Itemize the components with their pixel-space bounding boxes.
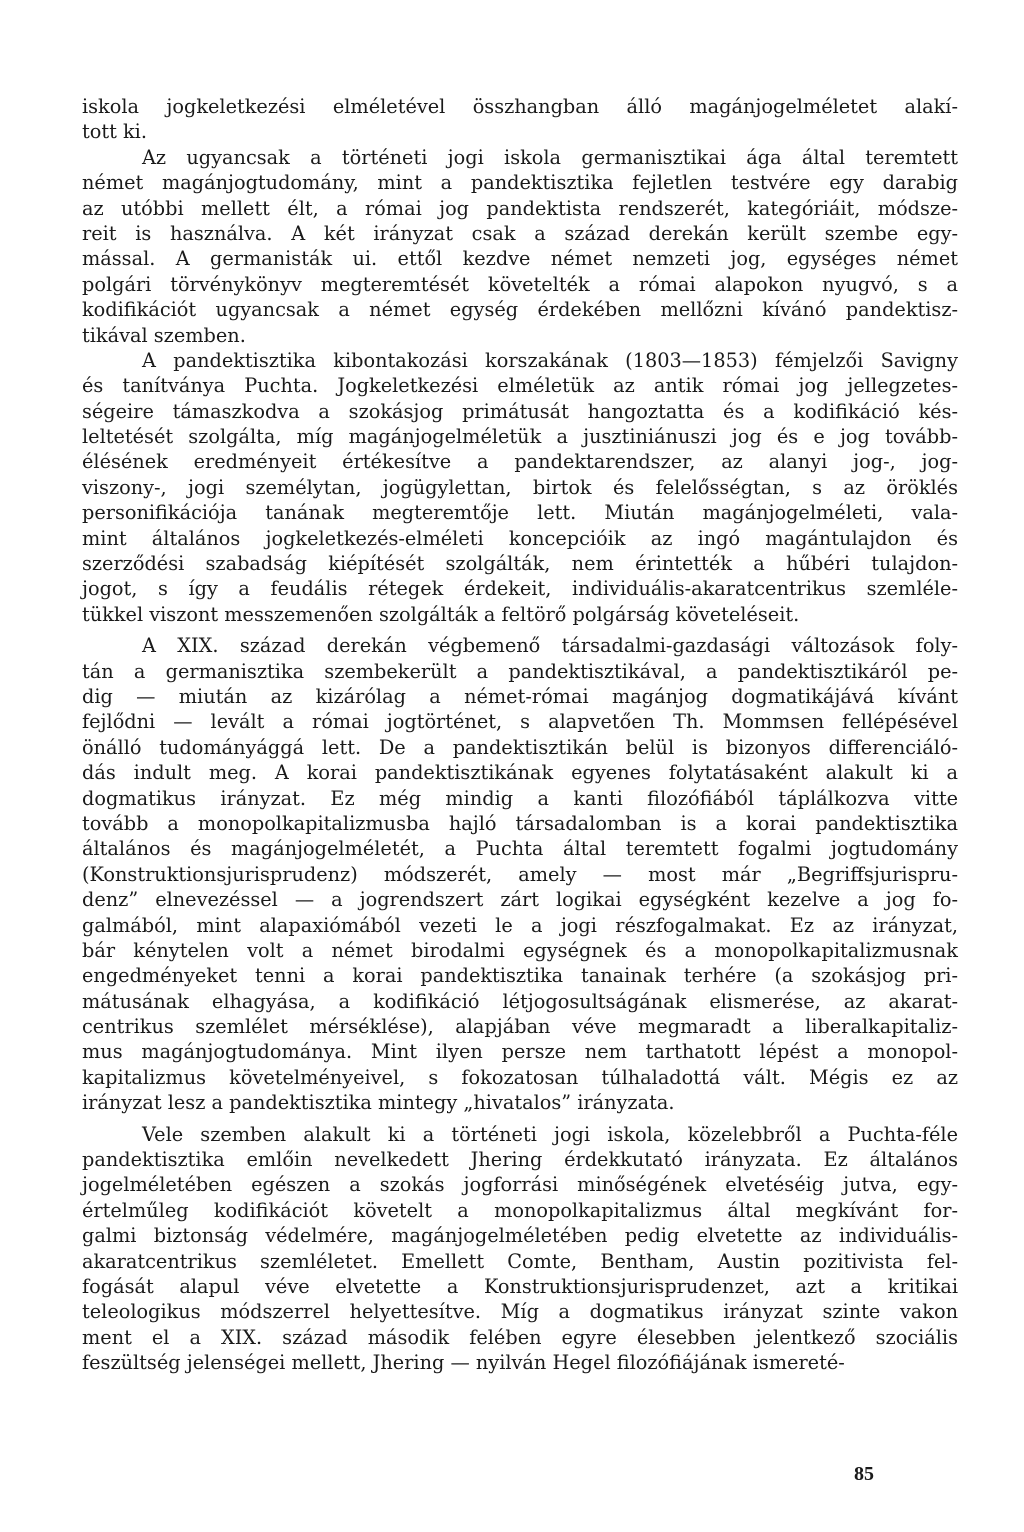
text-line: reit is használva. A két irányzat csak a század derekán került szembe egy- — [82, 221, 958, 245]
text-line: és tanítványa Puchta. Jogkeletkezési elméletük az antik római jog jellegzetes- — [82, 374, 958, 398]
text-line: élésének eredményeit értékesítve a pandektarendszer, az alanyi jog-, jog- — [82, 450, 958, 474]
text-line: A pandektisztika kibontakozási korszakának (1803—1853) fémjelzői Savigny — [142, 348, 958, 372]
text-line: fejlődni — levált a római jogtörténet, s alapvetően Th. Mommsen fellépésével — [82, 710, 958, 734]
text-line: centrikus szemlélet mérséklése), alapjában véve megmaradt a liberalkapitaliz- — [82, 1015, 958, 1039]
text-line: mással. A germanisták ui. ettől kezdve német nemzeti jog, egységes német — [82, 247, 958, 271]
text-line: értelműleg kodifikációt követelt a monopolkapitalizmus által megkívánt for- — [82, 1198, 958, 1222]
text-line: tükkel viszont messzemenően szolgálták a feltörő polgárság követeléseit. — [82, 602, 800, 626]
text-line: fogását alapul véve elvetette a Konstruktionsjurisprudenzet, azt a kritikai — [82, 1274, 958, 1298]
text-line: feszültség jelenségei mellett, Jhering — nyilván Hegel filozófiájának ismereté- — [82, 1351, 845, 1375]
text-line: viszony-, jogi személytan, jogügylettan, birtok és felelősségtan, s az öröklés — [82, 475, 958, 499]
text-line: denz” elnevezéssel — a jogrendszert zárt logikai egységként kezelve a jog fo- — [82, 888, 958, 912]
page-body — [82, 94, 958, 1376]
text-line: dás indult meg. A korai pandektisztikának egyenes folytatásaként alakult ki a — [82, 761, 958, 785]
text-line: jogelméletében egészen a szokás jogforrási minőségének elvetéséig jutva, egy- — [82, 1173, 958, 1197]
text-line: Az ugyancsak a történeti jogi iskola germanisztikai ága által teremtett — [142, 145, 958, 169]
text-line: Vele szemben alakult ki a történeti jogi iskola, közelebbről a Puchta-féle — [142, 1122, 958, 1146]
text-line: galmi biztonság védelmére, magánjogelméletében pedig elvetette az individuális- — [82, 1224, 958, 1248]
paragraph — [82, 94, 958, 145]
text-line: az utóbbi mellett élt, a római jog pandektista rendszerét, kategóriáit, módsze- — [82, 196, 958, 220]
text-line: A XIX. század derekán végbemenő társadalmi-gazdasági változások foly- — [142, 634, 958, 658]
text-line: szerződési szabadság kiépítését szolgálták, nem érintették a hűbéri tulajdon- — [82, 552, 958, 576]
text-line: (Konstruktionsjurisprudenz) módszerét, amely — most már „Begriffsjurispru- — [82, 862, 958, 886]
text-line: pandektisztika emlőin nevelkedett Jhering érdekkutató irányzata. Ez általános — [82, 1148, 958, 1172]
text-line: leltetését szolgálta, míg magánjogelméletük a jusztiniánuszi jog és e jog tovább- — [82, 425, 958, 449]
text-line: iskola jogkeletkezési elméletével összhangban álló magánjogelméletet alakí- — [82, 95, 958, 118]
text-line: dogmatikus irányzat. Ez még mindig a kanti filozófiából táplálkozva vitte — [82, 786, 958, 810]
page-number: 85 — [854, 1463, 874, 1485]
text-line: ment el a XIX. század második felében egyre élesebben jelentkező szociális — [82, 1325, 958, 1349]
text-line: akaratcentrikus szemléletet. Emellett Comte, Bentham, Austin pozitivista fel- — [82, 1249, 958, 1273]
text-line: kapitalizmus követelményeivel, s fokozatosan túlhaladottá vált. Mégis ez az — [82, 1065, 958, 1089]
text-line: általános és magánjogelméletét, a Puchta által teremtett fogalmi jogtudomány — [82, 837, 958, 861]
text-line: galmából, mint alapaxiómából vezeti le a jogi részfogalmakat. Ez az irányzat, — [82, 913, 958, 937]
text-line: polgári törvénykönyv megteremtését követelték a római alapokon nyugvó, s a — [82, 272, 958, 296]
text-line: német magánjogtudomány, mint a pandektisztika fejletlen testvére egy darabig — [82, 171, 958, 195]
text-line: irányzat lesz a pandektisztika mintegy „hivatalos” irányzata. — [82, 1091, 675, 1115]
text-line: tovább a monopolkapitalizmusba hajló társadalomban is a korai pandektisztika — [82, 811, 958, 835]
text-line: tott ki. — [82, 120, 147, 144]
text-line: bár kénytelen volt a német birodalmi egységnek és a monopolkapitalizmusnak — [82, 938, 958, 962]
text-line: teleologikus módszerrel helyettesítve. Míg a dogmatikus irányzat szinte vakon — [82, 1300, 958, 1324]
text-line: mus magánjogtudománya. Mint ilyen persze nem tarthatott lépést a monopol- — [82, 1040, 958, 1064]
text-line: personifikációja tanának megteremtője lett. Miután magánjogelméleti, vala- — [82, 501, 958, 525]
text-line: kodifikációt ugyancsak a német egység érdekében mellőzni kívánó pandektisz- — [82, 298, 958, 322]
paragraph — [82, 145, 958, 348]
main-text — [82, 94, 958, 1376]
text-line: tikával szemben. — [82, 323, 246, 347]
text-line: mint általános jogkeletkezés-elméleti koncepcióik az ingó magántulajdon és — [82, 526, 958, 550]
text-line: mátusának elhagyása, a kodifikáció létjogosultságának elismerése, az akarat- — [82, 989, 958, 1013]
text-line: engedményeket tenni a korai pandektisztika tanainak terhére (a szokásjog pri- — [82, 964, 958, 988]
text-line: ségeire támaszkodva a szokásjog primátusát hangoztatta és a kodifikáció kés- — [82, 399, 958, 423]
text-line: önálló tudományággá lett. De a pandektisztikán belül is bizonyos differenciáló- — [82, 735, 958, 759]
paragraph — [82, 633, 958, 1115]
text-line: dig — miután az kizárólag a német-római magánjog dogmatikájává kívánt — [82, 684, 958, 708]
text-line: tán a germanisztika szembekerült a pandektisztikával, a pandektisztikáról pe- — [82, 659, 958, 683]
paragraph — [82, 1122, 958, 1376]
text-line: jogot, s így a feudális rétegek érdekeit, individuális-akaratcentrikus szemléle- — [82, 577, 958, 601]
paragraph — [82, 348, 958, 627]
